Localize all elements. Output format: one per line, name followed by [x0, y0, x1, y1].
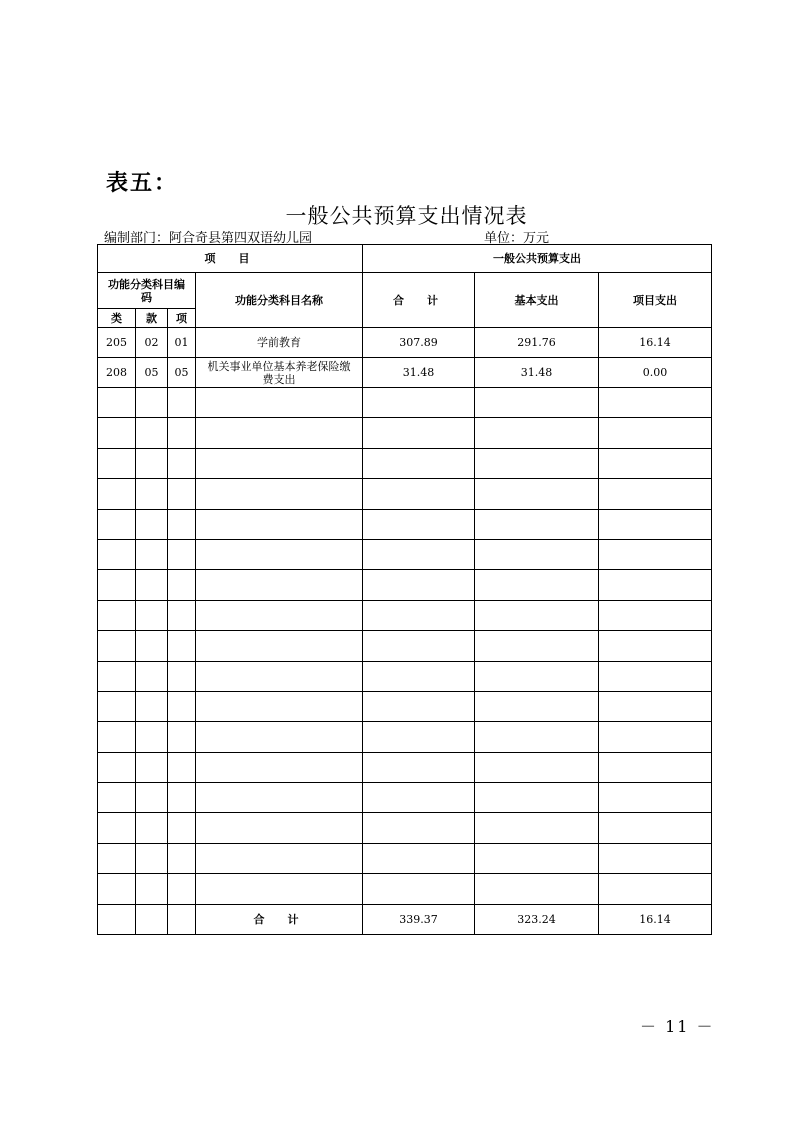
empty-cell: [475, 418, 599, 448]
cell-name: 学前教育: [196, 328, 363, 358]
empty-cell: [475, 691, 599, 721]
empty-cell: [196, 843, 363, 873]
page-number: － 11 －: [640, 1017, 715, 1036]
empty-cell: [98, 661, 136, 691]
table-label: 表五：: [106, 171, 179, 196]
cell-total: 307.89: [363, 328, 475, 358]
cell-lei: 205: [98, 328, 136, 358]
header-item: 项 目: [98, 245, 363, 273]
header-kuan: 款: [136, 309, 168, 328]
cell-kuan: [136, 904, 168, 934]
empty-cell: [136, 813, 168, 843]
empty-cell: [599, 509, 712, 539]
empty-cell: [599, 752, 712, 782]
empty-cell: [196, 874, 363, 904]
cell-xiang: 01: [168, 328, 196, 358]
cell-project: 16.14: [599, 328, 712, 358]
empty-cell: [475, 388, 599, 418]
empty-cell: [136, 722, 168, 752]
empty-row: [98, 783, 712, 813]
cell-xiang: [168, 904, 196, 934]
empty-cell: [599, 783, 712, 813]
empty-cell: [98, 539, 136, 569]
empty-cell: [475, 661, 599, 691]
unit-label: 单位：万元: [484, 231, 550, 246]
empty-cell: [599, 661, 712, 691]
cell-name: 机关事业单位基本养老保险缴费支出: [196, 358, 363, 388]
empty-cell: [363, 509, 475, 539]
empty-cell: [196, 631, 363, 661]
header-lei: 类: [98, 309, 136, 328]
empty-cell: [98, 783, 136, 813]
header-xiang: 项: [168, 309, 196, 328]
empty-cell: [168, 388, 196, 418]
empty-cell: [363, 661, 475, 691]
empty-cell: [363, 691, 475, 721]
empty-cell: [98, 752, 136, 782]
header-name: 功能分类科目名称: [196, 273, 363, 328]
empty-cell: [196, 539, 363, 569]
empty-cell: [196, 783, 363, 813]
empty-cell: [98, 631, 136, 661]
empty-cell: [475, 874, 599, 904]
empty-cell: [363, 752, 475, 782]
empty-cell: [363, 600, 475, 630]
empty-cell: [599, 874, 712, 904]
empty-cell: [136, 631, 168, 661]
empty-cell: [98, 388, 136, 418]
empty-row: [98, 418, 712, 448]
empty-cell: [168, 418, 196, 448]
empty-cell: [136, 752, 168, 782]
empty-row: [98, 448, 712, 478]
empty-cell: [196, 722, 363, 752]
empty-cell: [363, 783, 475, 813]
empty-cell: [363, 539, 475, 569]
total-project: 16.14: [599, 904, 712, 934]
empty-cell: [136, 570, 168, 600]
empty-cell: [475, 631, 599, 661]
empty-cell: [136, 418, 168, 448]
empty-cell: [599, 722, 712, 752]
cell-xiang: 05: [168, 358, 196, 388]
empty-cell: [98, 874, 136, 904]
empty-cell: [599, 570, 712, 600]
empty-cell: [136, 600, 168, 630]
empty-cell: [168, 722, 196, 752]
header-project: 项目支出: [599, 273, 712, 328]
empty-row: [98, 752, 712, 782]
empty-cell: [475, 479, 599, 509]
table-row: [98, 358, 712, 388]
header-code-group: 功能分类科目编码: [98, 273, 196, 309]
empty-cell: [599, 600, 712, 630]
empty-cell: [136, 448, 168, 478]
cell-lei: [98, 904, 136, 934]
empty-row: [98, 813, 712, 843]
empty-cell: [599, 388, 712, 418]
empty-cell: [168, 752, 196, 782]
empty-cell: [98, 570, 136, 600]
empty-cell: [475, 783, 599, 813]
empty-cell: [168, 448, 196, 478]
empty-row: [98, 843, 712, 873]
empty-cell: [98, 479, 136, 509]
empty-cell: [363, 722, 475, 752]
empty-cell: [98, 509, 136, 539]
empty-cell: [363, 843, 475, 873]
empty-cell: [168, 570, 196, 600]
empty-cell: [168, 479, 196, 509]
total-row: [98, 904, 712, 934]
empty-row: [98, 539, 712, 569]
empty-cell: [475, 752, 599, 782]
empty-row: [98, 570, 712, 600]
empty-cell: [363, 874, 475, 904]
empty-cell: [475, 600, 599, 630]
empty-cell: [363, 448, 475, 478]
empty-cell: [475, 570, 599, 600]
empty-cell: [136, 843, 168, 873]
cell-kuan: 02: [136, 328, 168, 358]
empty-row: [98, 661, 712, 691]
budget-table: [97, 244, 712, 935]
empty-cell: [196, 813, 363, 843]
empty-cell: [363, 570, 475, 600]
empty-cell: [475, 509, 599, 539]
header-row-2: [98, 273, 712, 309]
empty-cell: [475, 813, 599, 843]
empty-cell: [475, 448, 599, 478]
empty-cell: [168, 661, 196, 691]
cell-total: 31.48: [363, 358, 475, 388]
empty-cell: [98, 448, 136, 478]
header-basic: 基本支出: [475, 273, 599, 328]
empty-row: [98, 631, 712, 661]
department-label: 编制部门：阿合奇县第四双语幼儿园: [104, 231, 313, 246]
empty-cell: [136, 509, 168, 539]
empty-cell: [136, 388, 168, 418]
empty-cell: [196, 448, 363, 478]
empty-cell: [136, 874, 168, 904]
empty-cell: [196, 479, 363, 509]
empty-cell: [475, 539, 599, 569]
empty-cell: [599, 843, 712, 873]
table-row: [98, 328, 712, 358]
empty-cell: [136, 479, 168, 509]
header-total: 合 计: [363, 273, 475, 328]
empty-cell: [168, 631, 196, 661]
empty-cell: [136, 539, 168, 569]
total-basic: 323.24: [475, 904, 599, 934]
cell-lei: 208: [98, 358, 136, 388]
empty-cell: [599, 539, 712, 569]
empty-cell: [475, 843, 599, 873]
empty-cell: [196, 509, 363, 539]
cell-kuan: 05: [136, 358, 168, 388]
empty-cell: [136, 661, 168, 691]
cell-project: 0.00: [599, 358, 712, 388]
cell-basic: 291.76: [475, 328, 599, 358]
empty-cell: [599, 448, 712, 478]
empty-cell: [168, 843, 196, 873]
empty-cell: [363, 418, 475, 448]
empty-row: [98, 388, 712, 418]
empty-cell: [599, 691, 712, 721]
empty-cell: [136, 783, 168, 813]
empty-cell: [168, 600, 196, 630]
empty-cell: [98, 813, 136, 843]
empty-cell: [363, 479, 475, 509]
empty-cell: [168, 691, 196, 721]
empty-cell: [599, 813, 712, 843]
empty-cell: [98, 418, 136, 448]
header-budget-group: 一般公共预算支出: [363, 245, 712, 273]
total-amount: 339.37: [363, 904, 475, 934]
empty-cell: [599, 479, 712, 509]
empty-row: [98, 479, 712, 509]
empty-cell: [363, 388, 475, 418]
empty-cell: [599, 631, 712, 661]
header-row-1: [98, 245, 712, 273]
empty-cell: [136, 691, 168, 721]
empty-row: [98, 600, 712, 630]
empty-cell: [168, 509, 196, 539]
empty-row: [98, 874, 712, 904]
empty-cell: [196, 388, 363, 418]
empty-row: [98, 722, 712, 752]
empty-cell: [363, 813, 475, 843]
empty-cell: [196, 661, 363, 691]
cell-basic: 31.48: [475, 358, 599, 388]
empty-cell: [196, 752, 363, 782]
empty-cell: [98, 843, 136, 873]
empty-cell: [168, 783, 196, 813]
empty-cell: [196, 570, 363, 600]
empty-cell: [196, 418, 363, 448]
empty-row: [98, 509, 712, 539]
empty-cell: [168, 813, 196, 843]
empty-row: [98, 691, 712, 721]
empty-cell: [196, 600, 363, 630]
empty-cell: [168, 539, 196, 569]
empty-cell: [363, 631, 475, 661]
total-label: 合 计: [196, 904, 363, 934]
empty-cell: [168, 874, 196, 904]
empty-cell: [599, 418, 712, 448]
document-title: 一般公共预算支出情况表: [285, 204, 528, 228]
empty-cell: [475, 722, 599, 752]
empty-cell: [98, 722, 136, 752]
empty-cell: [196, 691, 363, 721]
empty-cell: [98, 691, 136, 721]
empty-cell: [98, 600, 136, 630]
